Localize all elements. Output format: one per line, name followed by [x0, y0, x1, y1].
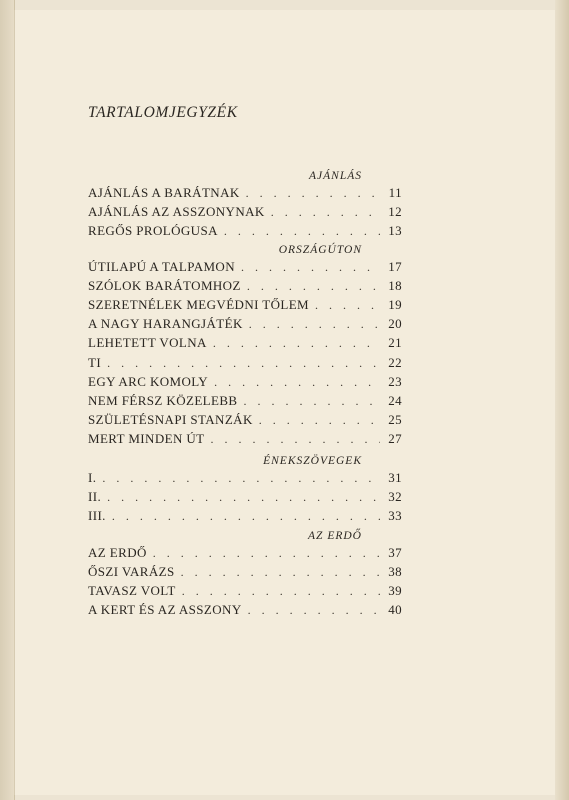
- dot-leader: [213, 336, 380, 351]
- toc-entry-title: TAVASZ VOLT: [88, 583, 176, 598]
- toc-entry: [88, 335, 402, 353]
- dot-leader: [247, 279, 380, 294]
- dot-leader: [259, 413, 380, 428]
- dot-leader: [248, 603, 380, 618]
- toc-entry-title: ÚTILAPÚ A TALPAMON: [88, 259, 236, 274]
- dot-leader: [249, 317, 380, 332]
- toc-entry-page-number: 18: [388, 278, 402, 293]
- toc-entry-title: I.: [88, 470, 97, 485]
- toc-entry-page-number: 37: [388, 545, 402, 560]
- dot-leader: [271, 205, 380, 220]
- toc-entry-page-number: 38: [388, 564, 402, 579]
- page-title: TARTALOMJEGYZÉK: [88, 104, 238, 121]
- dot-leader: [214, 375, 380, 390]
- section-heading: ÉNEKSZÖVEGEK: [263, 455, 362, 467]
- toc-entry-page-number: 20: [388, 316, 402, 331]
- toc-entry: [88, 583, 402, 601]
- toc-entry-page-number: 32: [388, 489, 402, 504]
- toc-entry-page-number: 39: [388, 583, 402, 598]
- toc-entry-page-number: 23: [388, 374, 402, 389]
- toc-entry: [88, 316, 402, 334]
- dot-leader: [182, 584, 380, 599]
- dot-leader: [112, 509, 380, 524]
- toc-entry: [88, 602, 402, 620]
- toc-entry-page-number: 25: [388, 412, 402, 427]
- toc-entry-title: SZÜLETÉSNAPI STANZÁK: [88, 412, 253, 427]
- dot-leader: [241, 260, 380, 275]
- section-heading: ORSZÁGÚTON: [278, 244, 362, 256]
- toc-entry-title: AJÁNLÁS AZ ASSZONYNAK: [88, 204, 265, 219]
- page-edge: [555, 0, 569, 800]
- toc-entry-title: REGŐS PROLÓGUSA: [88, 223, 218, 238]
- toc-entry-page-number: 33: [388, 508, 402, 523]
- section-heading: AZ ERDŐ: [308, 530, 362, 542]
- toc-entry-title: SZÓLOK BARÁTOMHOZ: [88, 278, 241, 293]
- section-heading: AJÁNLÁS: [309, 170, 362, 182]
- toc-entry-title: LEHETETT VOLNA: [88, 335, 207, 350]
- toc-entry: [88, 431, 402, 449]
- toc-entry-page-number: 27: [388, 431, 402, 446]
- dot-leader: [224, 224, 380, 239]
- toc-entry: [88, 297, 402, 315]
- toc-entry: [88, 185, 402, 203]
- toc-entry-title: TI: [88, 355, 102, 370]
- dot-leader: [243, 394, 380, 409]
- page-spine-shadow: [0, 0, 15, 800]
- toc-entry-page-number: 22: [388, 355, 402, 370]
- toc-entry: [88, 393, 402, 411]
- toc-entry-page-number: 24: [388, 393, 402, 408]
- dot-leader: [246, 186, 380, 201]
- toc-entry-title: A KERT ÉS AZ ASSZONY: [88, 602, 242, 617]
- toc-entry: [88, 223, 402, 241]
- toc-entry: [88, 412, 402, 430]
- toc-entry-title: SZERETNÉLEK MEGVÉDNI TŐLEM: [88, 297, 310, 312]
- toc-entry: [88, 259, 402, 277]
- toc-entry-title: AZ ERDŐ: [88, 545, 147, 560]
- toc-entry: [88, 278, 402, 296]
- toc-entry-title: ŐSZI VARÁZS: [88, 564, 175, 579]
- toc-entry-title: NEM FÉRSZ KÖZELEBB: [88, 393, 238, 408]
- toc-entry-page-number: 13: [388, 223, 402, 238]
- toc-entry: [88, 545, 402, 563]
- toc-entry: [88, 374, 402, 392]
- toc-entry: [88, 204, 402, 222]
- toc-entry-title: II.: [88, 489, 102, 504]
- toc-entry-page-number: 21: [388, 335, 402, 350]
- toc-entry-page-number: 17: [388, 259, 402, 274]
- dot-leader: [107, 490, 380, 505]
- toc-entry: [88, 564, 402, 582]
- toc-entry: [88, 489, 402, 507]
- toc-entry-title: MERT MINDEN ÚT: [88, 431, 205, 446]
- dot-leader: [181, 565, 380, 580]
- dot-leader: [315, 298, 380, 313]
- toc-entry: [88, 355, 402, 373]
- toc-entry-page-number: 12: [388, 204, 402, 219]
- toc-entry-page-number: 40: [388, 602, 402, 617]
- toc-entry-page-number: 11: [388, 185, 402, 200]
- toc-entry-page-number: 19: [388, 297, 402, 312]
- toc-entry-title: III.: [88, 508, 106, 523]
- toc-entry-title: A NAGY HARANGJÁTÉK: [88, 316, 243, 331]
- toc-entry-title: AJÁNLÁS A BARÁTNAK: [88, 185, 240, 200]
- toc-entry: [88, 470, 402, 488]
- toc-entry: [88, 508, 402, 526]
- toc-entry-page-number: 31: [388, 470, 402, 485]
- dot-leader: [153, 546, 380, 561]
- dot-leader: [211, 432, 380, 447]
- dot-leader: [107, 356, 380, 371]
- dot-leader: [102, 471, 380, 486]
- toc-entry-title: EGY ARC KOMOLY: [88, 374, 209, 389]
